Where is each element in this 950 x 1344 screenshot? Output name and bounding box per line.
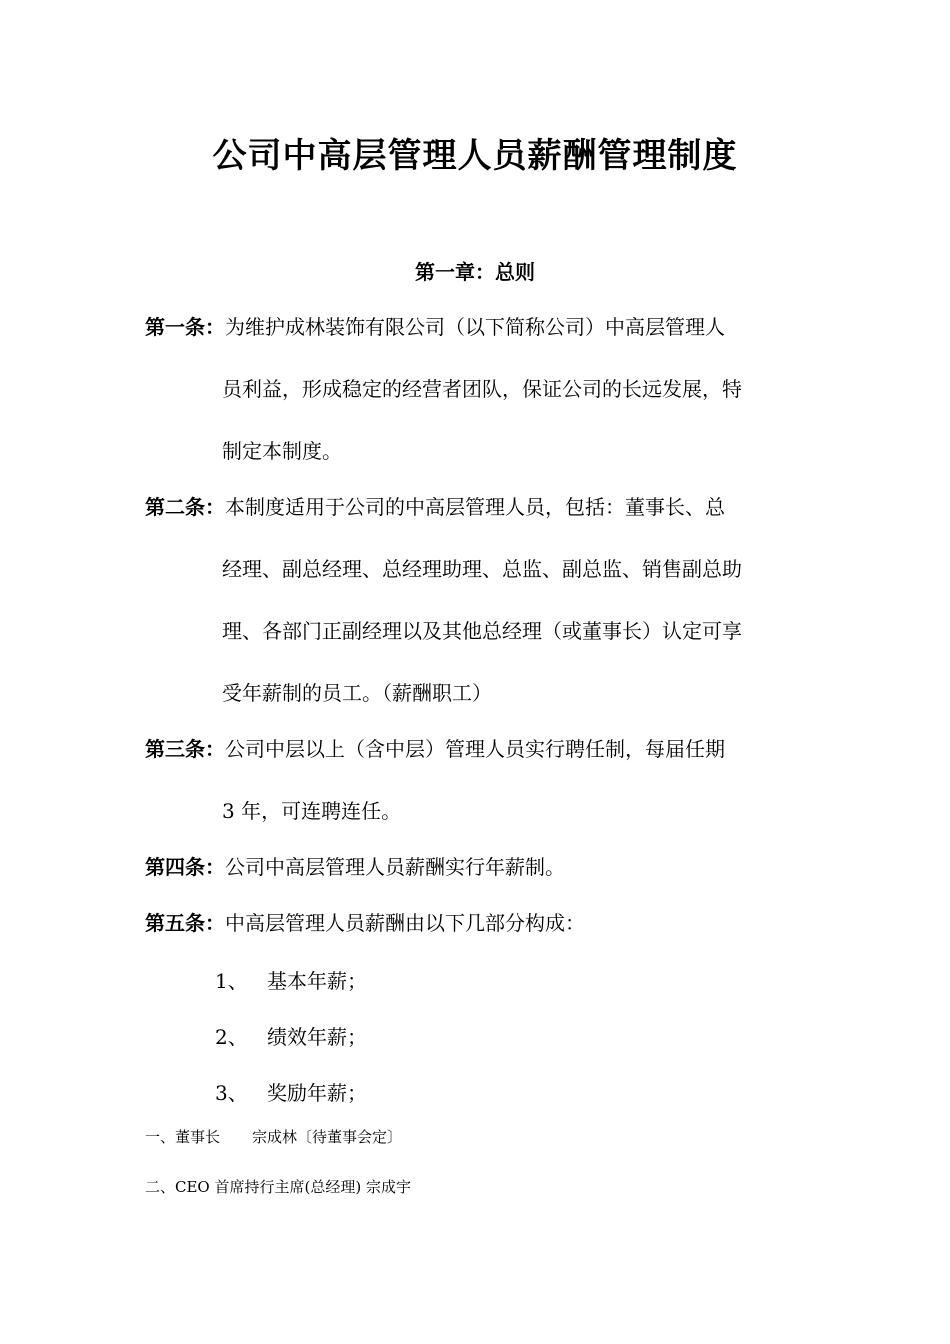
list-text: 奖励年薪； [267,1081,367,1105]
article-text: 为维护成林装饰有限公司（以下简称公司）中高层管理人 [225,315,725,339]
list-item [215,1023,367,1051]
article-2-line-2: 经理、副总经理、总经理助理、总监、副总监、销售副总助 [222,557,742,581]
article-text: 中高层管理人员薪酬由以下几部分构成： [225,911,585,935]
article-2-line-1 [145,493,725,521]
article-label: 第二条： [145,495,225,519]
article-3-line-2: 3 年，可连聘连任。 [222,799,402,823]
article-4-line-1 [145,853,565,881]
article-text: 本制度适用于公司的中高层管理人员，包括：董事长、总 [225,495,725,519]
document-title: 公司中高层管理人员薪酬管理制度 [212,136,738,176]
list-number: 3、 [215,1081,248,1105]
article-2-line-3: 理、各部门正副经理以及其他总经理（或董事长）认定可享 [222,619,742,643]
article-1-line-2: 员利益，形成稳定的经营者团队，保证公司的长远发展，特 [222,377,742,401]
list-text: 基本年薪； [267,969,367,993]
article-label: 第一条： [145,315,225,339]
article-label: 第四条： [145,855,225,879]
article-1-line-1 [145,313,725,341]
note-person: 宗成林〔待董事会定〕 [252,1128,403,1146]
article-text: 公司中层以上（含中层）管理人员实行聘任制，每届任期 [225,737,725,761]
article-5-line-1 [145,909,585,937]
article-label: 第五条： [145,911,225,935]
chapter-heading: 第一章：总则 [415,260,535,284]
article-3-line-1 [145,735,725,763]
note-line-1 [145,1127,402,1147]
article-label: 第三条： [145,737,225,761]
list-item [215,967,367,995]
list-text: 绩效年薪； [267,1025,367,1049]
note-role: 二、CEO 首席持行主席(总经理) [145,1178,362,1196]
article-1-line-3: 制定本制度。 [222,439,342,463]
note-person: 宗成宇 [365,1178,411,1196]
list-item [215,1079,367,1107]
note-line-2 [145,1177,411,1197]
article-2-line-4: 受年薪制的员工。（薪酬职工） [222,681,492,705]
list-number: 2、 [215,1025,248,1049]
list-number: 1、 [215,969,248,993]
article-text: 公司中高层管理人员薪酬实行年薪制。 [225,855,565,879]
note-role: 一、董事长 [145,1128,221,1146]
